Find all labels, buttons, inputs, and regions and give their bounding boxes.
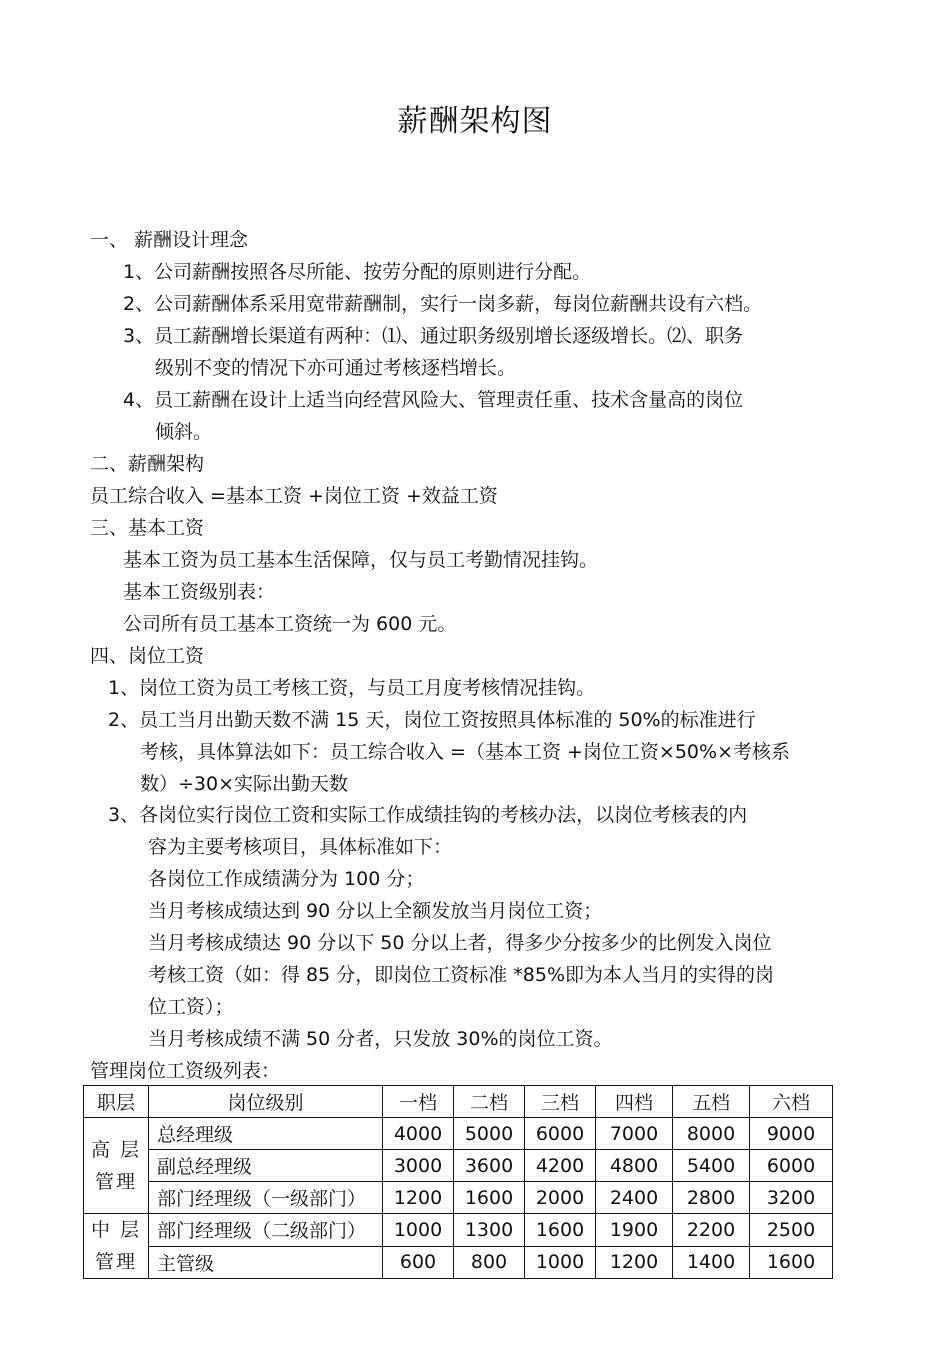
header-level: 职层 [84, 1086, 149, 1118]
header-grade-2: 二档 [454, 1086, 525, 1118]
section-1-item-3-cont: 级别不变的情况下亦可通过考核逐档增长。 [155, 357, 517, 379]
section-4-item-2-cont-1: 考核，具体算法如下：员工综合收入 =（基本工资 +岗位工资×50%×考核系 [140, 741, 790, 763]
basic-salary-desc: 基本工资为员工基本生活保障，仅与员工考勤情况挂钩。 [123, 549, 599, 571]
section-1-item-4: 4、员工薪酬在设计上适当向经营风险大、管理责任重、技术含量高的岗位 [123, 389, 744, 411]
section-1-heading: 一、 薪酬设计理念 [90, 229, 249, 251]
value-cell: 2400 [596, 1182, 673, 1214]
value-cell: 3200 [750, 1182, 833, 1214]
position-cell: 部门经理级（一级部门） [149, 1182, 383, 1214]
table-row [84, 1214, 833, 1247]
section-1-item-4-cont: 倾斜。 [155, 421, 213, 443]
value-cell: 2000 [525, 1182, 596, 1214]
value-cell: 4200 [525, 1150, 596, 1182]
value-cell: 2500 [750, 1214, 833, 1247]
value-cell: 2200 [673, 1214, 750, 1247]
section-3-heading: 三、基本工资 [90, 517, 205, 539]
value-cell: 5000 [454, 1118, 525, 1150]
value-cell: 5400 [673, 1150, 750, 1182]
rule-below-50: 当月考核成绩不满 50 分者，只发放 30%的岗位工资。 [148, 1028, 613, 1050]
header-grade-1: 一档 [383, 1086, 454, 1118]
value-cell: 1400 [673, 1246, 750, 1279]
value-cell: 4000 [383, 1118, 454, 1150]
value-cell: 800 [454, 1246, 525, 1279]
header-grade-5: 五档 [673, 1086, 750, 1118]
header-grade-6: 六档 [750, 1086, 833, 1118]
salary-grade-table [83, 1085, 833, 1279]
value-cell: 7000 [596, 1118, 673, 1150]
table-row [84, 1118, 833, 1150]
section-2-heading: 二、薪酬架构 [90, 453, 205, 475]
section-4-heading: 四、岗位工资 [90, 645, 205, 667]
position-cell: 副总经理级 [149, 1150, 383, 1182]
section-4-item-2: 2、员工当月出勤天数不满 15 天，岗位工资按照具体标准的 50%的标准进行 [108, 709, 756, 731]
value-cell: 1900 [596, 1214, 673, 1247]
value-cell: 1000 [383, 1214, 454, 1247]
position-cell: 部门经理级（二级部门） [149, 1214, 383, 1247]
value-cell: 3000 [383, 1150, 454, 1182]
rule-50-to-90-cont-1: 考核工资（如：得 85 分，即岗位工资标准 *85%即为本人当月的实得的岗 [148, 964, 775, 986]
section-1-item-3: 3、员工薪酬增长渠道有两种：⑴、通过职务级别增长逐级增长。⑵、职务 [123, 325, 744, 347]
value-cell: 6000 [750, 1150, 833, 1182]
value-cell: 1200 [596, 1246, 673, 1279]
section-4-item-1: 1、岗位工资为员工考核工资，与员工月度考核情况挂钩。 [108, 677, 596, 699]
position-cell: 总经理级 [149, 1118, 383, 1150]
header-grade-4: 四档 [596, 1086, 673, 1118]
value-cell: 1300 [454, 1214, 525, 1247]
section-1-item-2: 2、公司薪酬体系采用宽带薪酬制，实行一岗多薪，每岗位薪酬共设有六档。 [123, 293, 763, 315]
table-row [84, 1150, 833, 1182]
value-cell: 2800 [673, 1182, 750, 1214]
table-header-row [84, 1086, 833, 1118]
value-cell: 1000 [525, 1246, 596, 1279]
section-4-item-3: 3、各岗位实行岗位工资和实际工作成绩挂钩的考核办法，以岗位考核表的内 [108, 804, 748, 826]
value-cell: 1600 [525, 1214, 596, 1247]
value-cell: 8000 [673, 1118, 750, 1150]
section-4-item-2-cont-2: 数）÷30×实际出勤天数 [140, 773, 349, 795]
basic-salary-table-label: 基本工资级别表： [123, 581, 276, 603]
table-row [84, 1182, 833, 1214]
value-cell: 4800 [596, 1150, 673, 1182]
level-middle: 中 层 管理 [84, 1214, 149, 1279]
header-position: 岗位级别 [149, 1086, 383, 1118]
position-cell: 主管级 [149, 1246, 383, 1279]
value-cell: 6000 [525, 1118, 596, 1150]
basic-salary-amount: 公司所有员工基本工资统一为 600 元。 [123, 613, 457, 635]
level-senior: 高 层 管理 [84, 1118, 149, 1214]
salary-formula: 员工综合收入 =基本工资 +岗位工资 +效益工资 [90, 485, 498, 507]
rule-above-90: 当月考核成绩达到 90 分以上全额发放当月岗位工资； [148, 900, 603, 922]
value-cell: 1200 [383, 1182, 454, 1214]
document-title: 薪酬架构图 [397, 104, 553, 139]
rule-full-score: 各岗位工作成绩满分为 100 分； [148, 868, 425, 890]
value-cell: 1600 [750, 1246, 833, 1279]
section-4-item-3-cont: 容为主要考核项目，具体标准如下： [148, 836, 453, 858]
value-cell: 9000 [750, 1118, 833, 1150]
section-1-item-1: 1、公司薪酬按照各尽所能、按劳分配的原则进行分配。 [123, 261, 592, 283]
value-cell: 3600 [454, 1150, 525, 1182]
rule-50-to-90: 当月考核成绩达 90 分以下 50 分以上者，得多少分按多少的比例发入岗位 [148, 932, 772, 954]
salary-table-caption: 管理岗位工资级列表： [90, 1060, 281, 1082]
value-cell: 600 [383, 1246, 454, 1279]
value-cell: 1600 [454, 1182, 525, 1214]
rule-50-to-90-cont-2: 位工资）； [148, 996, 234, 1018]
header-grade-3: 三档 [525, 1086, 596, 1118]
table-row [84, 1246, 833, 1279]
